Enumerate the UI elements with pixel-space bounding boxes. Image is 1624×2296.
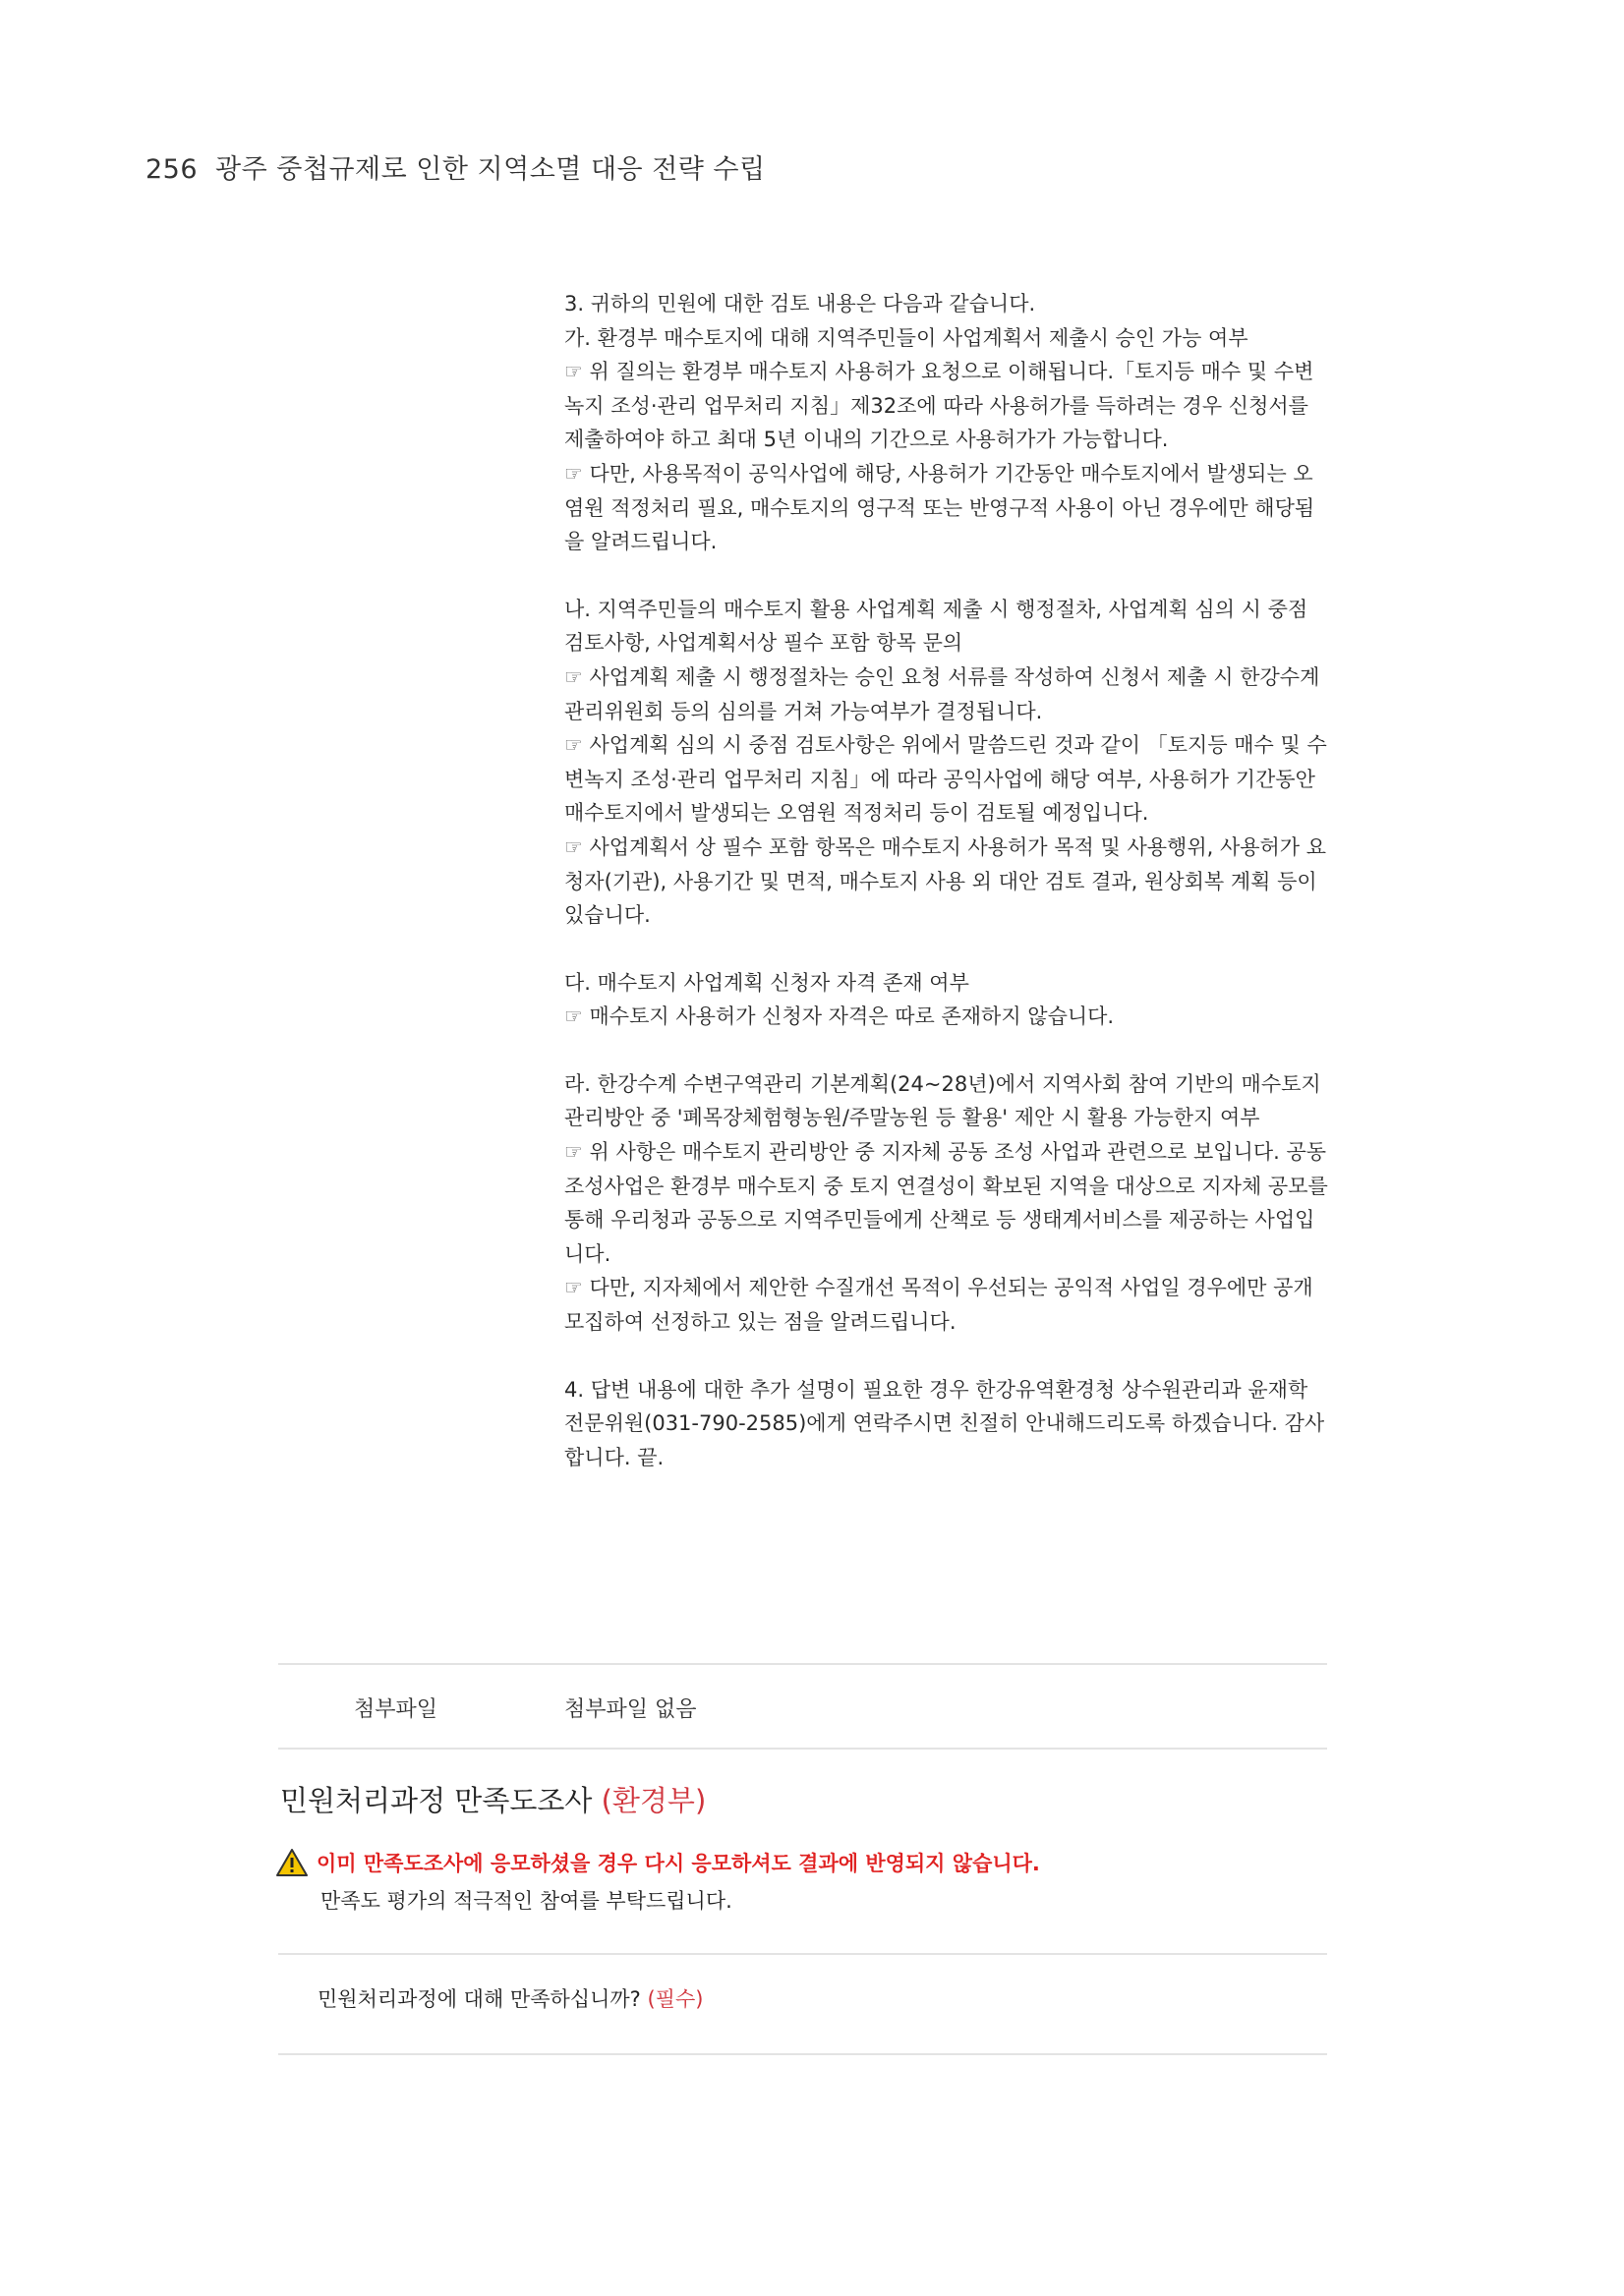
attachment-value: 첨부파일 없음	[564, 1697, 697, 1722]
item-na-title: 나. 지역주민들의 매수토지 활용 사업계획 제출 시 행정절차, 사업계획 심의 시 중점 검토사항, 사업계획서상 필수 포함 항목 문의	[564, 597, 1308, 656]
pointer-icon: ☞	[564, 733, 583, 758]
running-header	[145, 147, 766, 186]
page-number: 256	[145, 154, 199, 185]
reply-body	[564, 287, 1331, 1474]
divider	[278, 2053, 1327, 2055]
pointer-icon: ☞	[564, 1276, 583, 1300]
survey-warning: 이미 만족도조사에 응모하셨을 경우 다시 응모하셔도 결과에 반영되지 않습니다.	[275, 1848, 1040, 1877]
divider	[278, 1953, 1327, 1955]
survey-org: (환경부)	[601, 1784, 707, 1817]
item-na-answer-1: ☞ 사업계획 제출 시 행정절차는 승인 요청 서류를 작성하여 신청서 제출 시 한강수계관리위원회 등의 심의를 거쳐 가능여부가 결정됩니다.	[564, 664, 1320, 723]
item-ra-answer-1: ☞ 위 사항은 매수토지 관리방안 중 지자체 공동 조성 사업과 관련으로 보입니다. 공동조성사업은 환경부 매수토지 중 토지 연결성이 확보된 지역을 대상으로 지자체 공모를 통해 우리청과 공동으로 지역주민들에게 산책로 등 생태계서비스를 제공하는 사업입니다.	[564, 1140, 1328, 1266]
divider	[278, 1663, 1327, 1665]
item-ga-answer-2: ☞ 다만, 사용목적이 공익사업에 해당, 사용허가 기간동안 매수토지에서 발생되는 오염원 적정처리 필요, 매수토지의 영구적 또는 반영구적 사용이 아닌 경우에만 해당됨을 알려드립니다.	[564, 461, 1315, 554]
item-ga-title: 가. 환경부 매수토지에 대해 지역주민들이 사업계획서 제출시 승인 가능 여부	[564, 325, 1248, 350]
survey-title: 민원처리과정 만족도조사 (환경부)	[280, 1784, 707, 1817]
item-ra-title: 라. 한강수계 수변구역관리 기본계획(24~28년)에서 지역사회 참여 기반의 매수토지 관리방안 중 '폐목장체험형농원/주말농원 등 활용' 제안 시 활용 가능한지 여부	[564, 1071, 1321, 1130]
item-da-title: 다. 매수토지 사업계획 신청자 자격 존재 여부	[564, 970, 969, 995]
warning-triangle-icon	[275, 1848, 309, 1877]
attachment-label: 첨부파일	[354, 1697, 438, 1722]
pointer-icon: ☞	[564, 1004, 583, 1029]
section-4-contact: 4. 답변 내용에 대한 추가 설명이 필요한 경우 한강유역환경청 상수원관리과 윤재학 전문위원(031-790-2585)에게 연락주시면 친절히 안내해드리도록 하겠습니다. 감사합니다. 끝.	[564, 1377, 1325, 1469]
survey-request: 만족도 평가의 적극적인 참여를 부탁드립니다.	[320, 1889, 732, 1913]
book-title: 광주 중첩규제로 인한 지역소멸 대응 전략 수립	[215, 154, 766, 185]
item-ra-answer-2: ☞ 다만, 지자체에서 제안한 수질개선 목적이 우선되는 공익적 사업일 경우에만 공개모집하여 선정하고 있는 점을 알려드립니다.	[564, 1276, 1313, 1335]
item-da-answer: ☞ 매수토지 사용허가 신청자 자격은 따로 존재하지 않습니다.	[564, 1004, 1115, 1029]
survey-question: 민원처리과정에 대해 만족하십니까? (필수)	[318, 1987, 704, 2011]
pointer-icon: ☞	[564, 360, 583, 384]
divider	[278, 1748, 1327, 1750]
pointer-icon: ☞	[564, 834, 583, 859]
item-ga-answer-1: ☞ 위 질의는 환경부 매수토지 사용허가 요청으로 이해됩니다.「토지등 매수 및 수변녹지 조성·관리 업무처리 지침」제32조에 따라 사용허가를 득하려는 경우 신청서를 제출하여야 하고 최대 5년 이내의 기간으로 사용허가가 가능합니다.	[564, 360, 1314, 452]
pointer-icon: ☞	[564, 461, 583, 486]
section-3-heading: 3. 귀하의 민원에 대한 검토 내용은 다음과 같습니다.	[564, 292, 1036, 316]
required-badge: (필수)	[647, 1987, 704, 2011]
pointer-icon: ☞	[564, 664, 583, 689]
item-na-answer-3: ☞ 사업계획서 상 필수 포함 항목은 매수토지 사용허가 목적 및 사용행위, 사용허가 요청자(기관), 사용기간 및 면적, 매수토지 사용 외 대안 검토 결과, 원상회복 계획 등이 있습니다.	[564, 834, 1327, 928]
pointer-icon: ☞	[564, 1140, 583, 1165]
item-na-answer-2: ☞ 사업계획 심의 시 중점 검토사항은 위에서 말씀드린 것과 같이 「토지등 매수 및 수변녹지 조성·관리 업무처리 지침」에 따라 공익사업에 해당 여부, 사용허가 기간동안 매수토지에서 발생되는 오염원 적정처리 등이 검토될 예정입니다.	[564, 733, 1327, 826]
